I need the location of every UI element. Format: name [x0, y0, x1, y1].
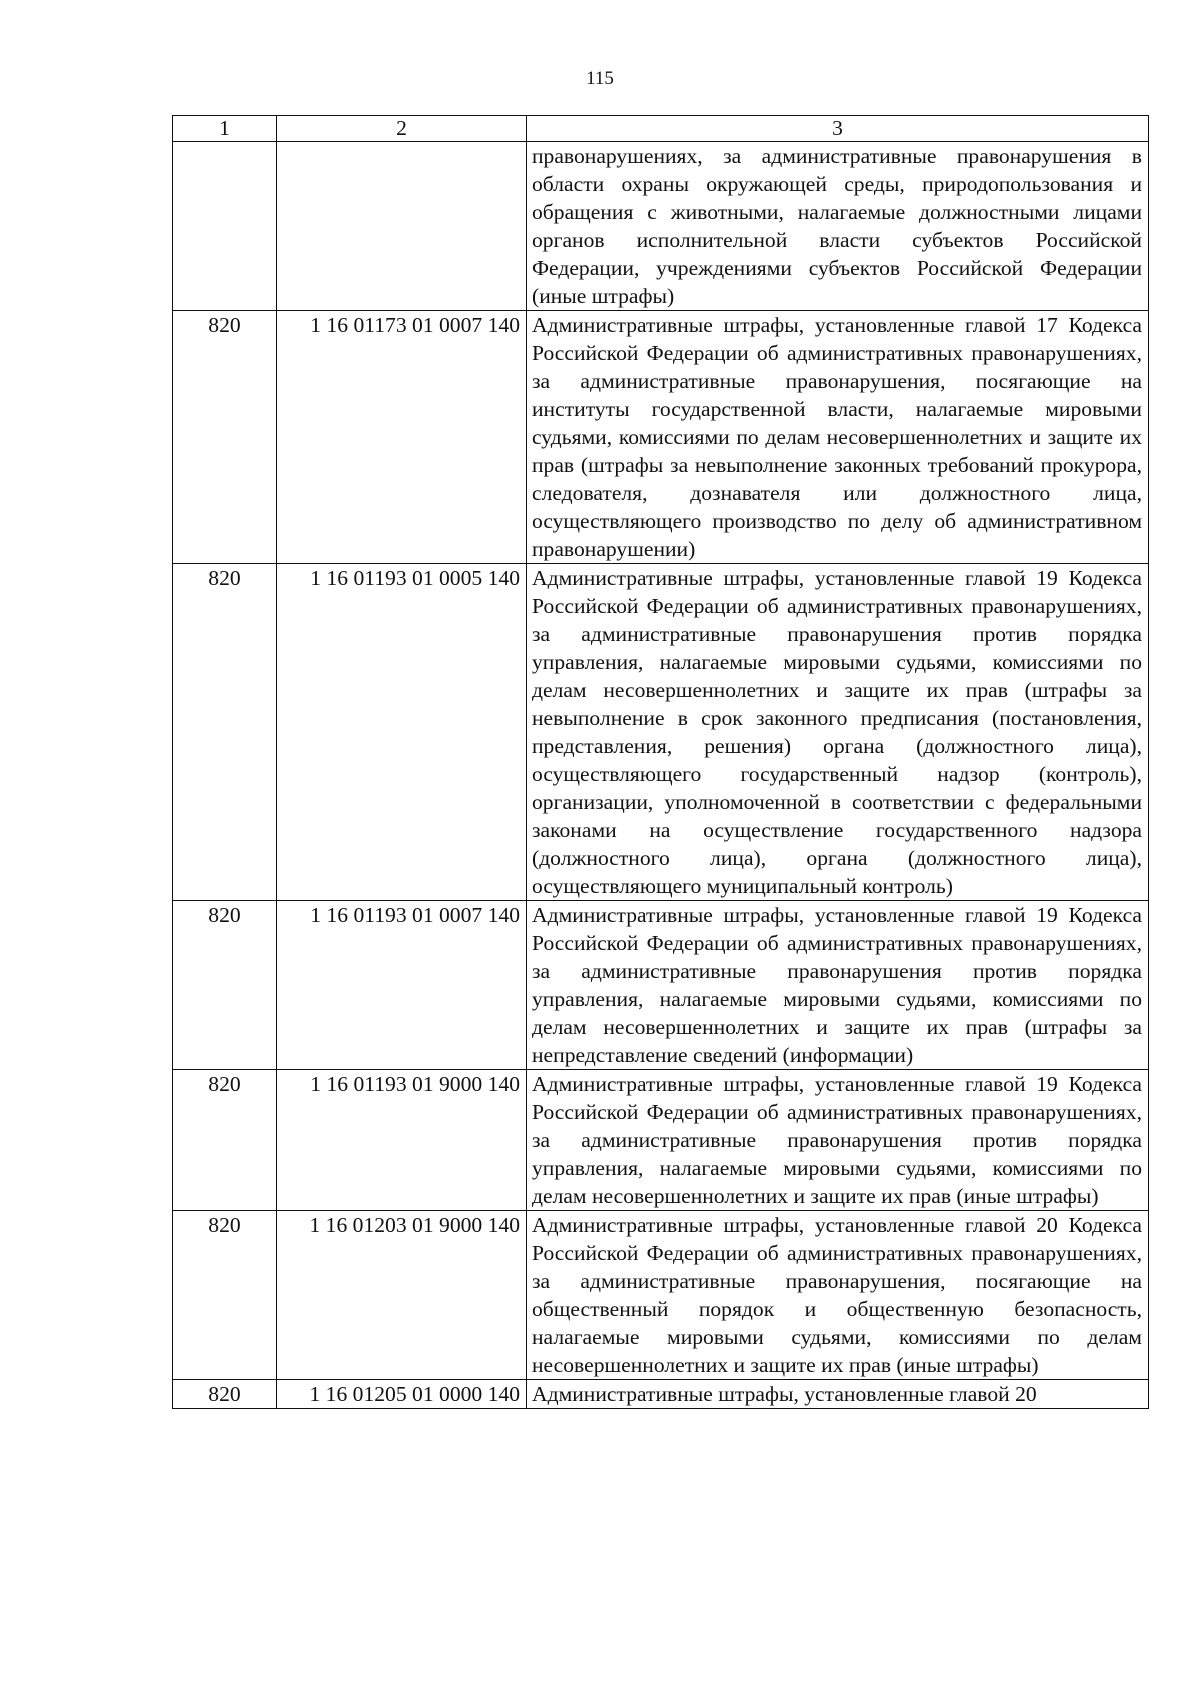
budget-code-cell: 1 16 01193 01 0007 140 — [277, 901, 527, 1070]
admin-code-cell: 820 — [173, 311, 277, 564]
budget-code-cell: 1 16 01193 01 0005 140 — [277, 564, 527, 901]
description-line: прав (штрафы за невыполнение законных требований — [532, 453, 1034, 477]
income-description-cell — [527, 564, 1149, 901]
description-line: осуществляющего муниципальный контроль) — [532, 874, 953, 898]
description-line: против порядка управления, налагаемые мировыми — [532, 622, 1142, 674]
income-description-cell — [527, 1070, 1149, 1211]
description-line: против порядка управления, налагаемые мировыми — [532, 1128, 1142, 1180]
description-line: судьями, комиссиями по делам несовершеннолетних и — [532, 1156, 1142, 1208]
description-line: правонарушениях, за административные — [532, 1241, 1142, 1293]
admin-code-cell: 820 — [173, 1211, 277, 1380]
description-line: Кодекса Российской Федерации об административных — [532, 903, 1143, 955]
description-line: Кодекса Российской Федерации об административных — [532, 566, 1143, 618]
description-line: природопользования и обращения с животными, — [532, 172, 1143, 224]
description-line: уполномоченной в соответствии с федеральными — [664, 790, 1142, 814]
description-line: против порядка управления, налагаемые мировыми — [532, 959, 1142, 1011]
description-line: защите их прав (штрафы за непредставление сведений — [532, 1015, 1142, 1067]
budget-code-cell: 1 16 01205 01 0000 140 — [277, 1380, 527, 1409]
description-line: Административные штрафы, установленные главой 19 — [532, 903, 1058, 927]
description-line: и общественную безопасность, налагаемые мировыми — [532, 1297, 1142, 1349]
description-line: законами на осуществление государственного надзора — [532, 818, 1142, 842]
table-row — [173, 1380, 1149, 1409]
table-row — [173, 311, 1149, 564]
income-description-cell — [527, 1211, 1149, 1380]
description-line: государственной власти, налагаемые мировыми судьями, — [532, 397, 1142, 449]
description-line: правонарушениях, за административные правонарушения — [532, 594, 1142, 646]
budget-code-cell — [277, 142, 527, 311]
budget-classification-table — [172, 115, 1149, 1409]
description-line: Административные штрафы, установленные главой 20 — [532, 1213, 1058, 1237]
description-line: решения) органа (должностного лица), осуществляющего — [532, 734, 1142, 786]
budget-code-cell: 1 16 01193 01 9000 140 — [277, 1070, 527, 1211]
admin-code-cell: 820 — [173, 564, 277, 901]
column-header-1: 1 — [173, 116, 277, 142]
description-line: Кодекса Российской Федерации об административных — [532, 1213, 1143, 1265]
income-description-cell — [527, 1380, 1149, 1409]
description-line: административном правонарушении) — [532, 509, 1142, 561]
column-header-2: 2 — [277, 116, 527, 142]
description-line: судьями, комиссиями по делам несовершеннолетних и — [532, 1325, 1142, 1377]
table-header-row — [173, 116, 1149, 142]
description-line: правонарушения, посягающие на институты — [532, 369, 1142, 421]
income-description-cell — [527, 311, 1149, 564]
table-row — [173, 901, 1149, 1070]
description-line: законного предписания (постановления, представления, — [532, 706, 1143, 758]
description-line: правонарушениях, за административные правонарушения — [532, 931, 1142, 983]
description-line: Федерации (иные штрафы) — [532, 256, 1142, 308]
description-line: государственный надзор (контроль), организации, — [532, 762, 1142, 814]
description-line: лица, осуществляющего производство по делу об — [532, 481, 1142, 533]
description-line: Кодекса Российской Федерации об административных — [532, 313, 1143, 365]
description-line: исполнительной власти субъектов Российской — [636, 228, 1142, 252]
description-line: правонарушениях, за административные правонарушения — [532, 144, 1112, 168]
description-line: защите их прав (штрафы за невыполнение в срок — [532, 678, 1142, 730]
income-description-cell — [527, 142, 1149, 311]
admin-code-cell — [173, 142, 277, 311]
description-line: Федерации, учреждениями субъектов Российской — [532, 256, 1024, 280]
description-line: судьями, комиссиями по делам несовершеннолетних и — [532, 650, 1142, 702]
table-row — [173, 564, 1149, 901]
description-line: прокурора, следователя, дознавателя или должностного — [532, 453, 1142, 505]
description-line: комиссиями по делам несовершеннолетних и защите их — [618, 425, 1142, 449]
description-line: Административные штрафы, установленные главой 19 — [532, 1072, 1058, 1096]
description-line: (должностного лица), органа (должностного лица), — [532, 846, 1142, 870]
description-line: защите их прав (иные штрафы) — [750, 1353, 1039, 1377]
description-line: защите их прав (иные штрафы) — [810, 1184, 1099, 1208]
description-line: Административные штрафы, установленные главой 20 — [532, 1382, 1037, 1406]
admin-code-cell: 820 — [173, 1380, 277, 1409]
income-description-cell — [527, 901, 1149, 1070]
admin-code-cell: 820 — [173, 901, 277, 1070]
description-line: правонарушения, посягающие на общественный порядок — [532, 1269, 1142, 1321]
description-line: судьями, комиссиями по делам несовершеннолетних и — [532, 987, 1142, 1039]
budget-code-cell: 1 16 01203 01 9000 140 — [277, 1211, 527, 1380]
budget-code-cell: 1 16 01173 01 0007 140 — [277, 311, 527, 564]
description-line: (информации) — [782, 1043, 914, 1067]
description-line: налагаемые должностными лицами органов — [532, 200, 1142, 252]
table-row — [173, 1070, 1149, 1211]
table-row — [173, 1211, 1149, 1380]
description-line: Административные штрафы, установленные главой 19 — [532, 566, 1058, 590]
page-number: 115 — [586, 68, 614, 89]
description-line: правонарушениях, за административные правонарушения — [532, 1100, 1142, 1152]
description-line: в области охраны окружающей среды, — [532, 144, 1142, 196]
table-row — [173, 142, 1149, 311]
admin-code-cell: 820 — [173, 1070, 277, 1211]
description-line: Кодекса Российской Федерации об административных — [532, 1072, 1143, 1124]
description-line: Административные штрафы, установленные главой 17 — [532, 313, 1058, 337]
description-line: правонарушениях, за административные — [532, 341, 1142, 393]
column-header-3: 3 — [527, 116, 1149, 142]
